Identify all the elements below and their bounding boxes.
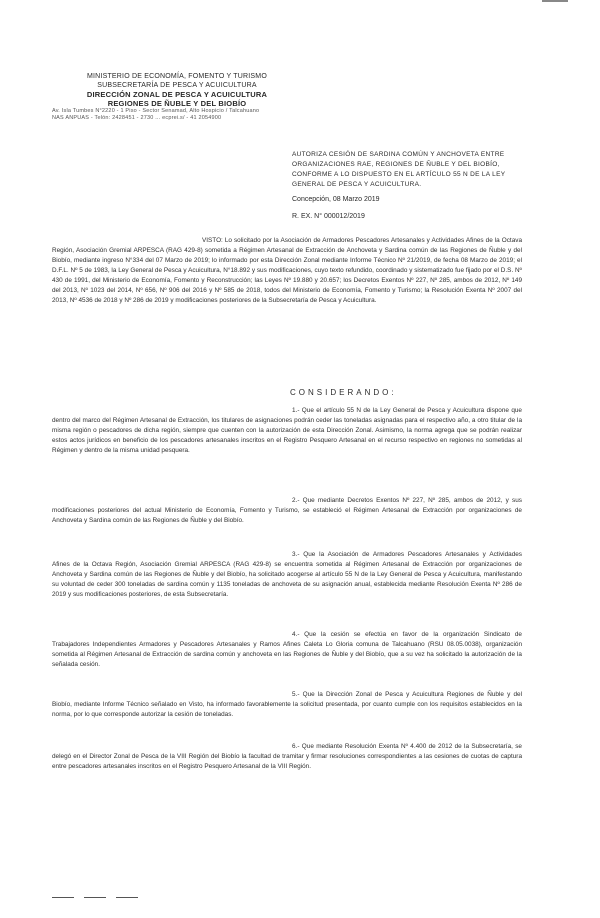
place-and-date: Concepción, 08 Marzo 2019 xyxy=(292,196,380,203)
address-line-1: Av. Isla Tumbes N°2220 - 1 Piso - Sector Senamad, Alto Hospicio / Talcahuano xyxy=(52,108,260,114)
footer-marks xyxy=(52,897,138,898)
considerando-4: 4.- Que la cesión se efectúa en favor de la organización Sindicato de Trabajadores Independientes Armadores y Pescadores Artesanales y Ramos Afines Caleta Lo Gloria comuna de Talcahuano (RSU 08.05.0038), organización sometida al Régimen Artesanal de Extracción de sardina común y anchoveta en las Regiones de Ñuble y del Biobío, que a su vez ha solicitado la autorización de la señalada cesión. xyxy=(52,631,522,668)
ministry-name: MINISTERIO DE ECONOMÍA, FOMENTO Y TURISMO xyxy=(87,73,267,80)
address-line-2: NAS ANPUAS - Telón: 2428451 - 2730 ... ecprei.s/ - 41 2054900 xyxy=(52,115,222,121)
subsecretariat-name: SUBSECRETARÍA DE PESCA Y ACUICULTURA xyxy=(97,82,257,89)
directorate-name: DIRECCIÓN ZONAL DE PESCA Y ACUICULTURA xyxy=(86,90,268,99)
regions-name: REGIONES DE ÑUBLE Y DEL BIOBÍO xyxy=(107,99,247,108)
visto-paragraph: VISTO: Lo solicitado por la Asociación de Armadores Pescadores Artesanales y Actividades Afines de la Octava Región, Asociación Gremial ARPESCA (RAG 429-8) sometida a Régimen Artesanal de Extracción de Anchoveta y Sardina común de las Regiones de Ñuble y del Biobío, mediante ingreso N°334 del 07 Marzo de 2019; lo informado por esta Dirección Zonal mediante Informe Técnico Nº 21/2019, de fecha 08 Marzo de 2019; el D.F.L. Nº 5 de 1983, la Ley General de Pesca y Acuicultura, N°18.892 y sus modificaciones, cuyo texto refundido, coordinado y sistematizado fue fijado por el D.S. Nº 430 de 1991, del Ministerio de Economía, Fomento y Reconstrucción; las Leyes Nº 19.880 y 20.657; los Decretos Exentos Nº 227, Nº 285, ambos de 2012, Nº 149 del 2013, Nº 1023 del 2014, Nº 656, Nº 906 del 2016 y Nº 585 de 2018, todos del Ministerio de Economía, Fomento y Turismo; la Resolución Exenta Nº 2007 del 2013, Nº 4536 de 2018 y Nº 286 de 2019 y modificaciones posteriores de la Subsecretaría de Pesca y Acuicultura. xyxy=(52,237,522,304)
corner-mark xyxy=(542,0,568,2)
considerando-1: 1.- Que el artículo 55 N de la Ley General de Pesca y Acuicultura dispone que dentro del marco del Régimen Artesanal de Extracción, los titulares de asignaciones podrán ceder las toneladas asignadas para el respectivo año, a otro titular de la misma región o pescadores de dicha región, siempre que cuenten con la autorización de esta Dirección Zonal. Asimismo, la norma agrega que se podrán realizar estos actos jurídicos en beneficio de los pescadores artesanales inscritos en el Registro Pesquero Artesanal en el recurso respectivo en regiones no sometidas al Régimen y dentro de la misma unidad pesquera. xyxy=(52,407,522,454)
considerando-5: 5.- Que la Dirección Zonal de Pesca y Acuicultura Regiones de Ñuble y del Biobío, mediante Informe Técnico señalado en Visto, ha informado favorablemente la solicitud presentada, por cuanto cumple con los requisitos establecidos en la norma, por lo que corresponde autorizar la cesión de toneladas. xyxy=(52,691,522,718)
footer-mark xyxy=(52,897,74,898)
considerando-3: 3.- Que la Asociación de Armadores Pescadores Artesanales y Actividades Afines de la Octava Región, Asociación Gremial ARPESCA (RAG 429-8) se encuentra sometida al Régimen Artesanal de Extracción por organizaciones de Anchoveta y Sardina común de las Regiones de Ñuble y del Biobío, ha solicitado acogerse al artículo 55 N de la Ley General de Pesca y Acuicultura, manifestando su voluntad de ceder 300 toneladas de sardina común y 1135 toneladas de anchoveta de su asignación anual, establecida mediante Resolución Exenta Nº 286 de 2019 y sus modificaciones posteriores, de esta Subsecretaría. xyxy=(52,551,522,598)
considerando-6: 6.- Que mediante Resolución Exenta Nº 4.400 de 2012 de la Subsecretaría, se delegó en el Director Zonal de Pesca de la VIII Región del Biobío la facultad de tramitar y firmar resoluciones correspondientes a las cesiones de cuotas de captura entre pescadores artesanales inscritos en el Registro Pesquero Artesanal de la VIII Región. xyxy=(52,743,522,770)
letterhead xyxy=(52,72,302,122)
resolution-subject: AUTORIZA CESIÓN DE SARDINA COMÚN Y ANCHOVETA ENTRE ORGANIZACIONES RAE, REGIONES DE ÑUBLE Y DEL BIOBÍO, CONFORME A LO DISPUESTO EN EL ARTÍCULO 55 N DE LA LEY GENERAL DE PESCA Y ACUICULTURA. xyxy=(292,151,506,188)
resolution-number: R. EX. N° 000012/2019 xyxy=(292,213,365,220)
footer-mark xyxy=(84,897,106,898)
considerando-heading: CONSIDERANDO: xyxy=(290,388,397,397)
considerando-2: 2.- Que mediante Decretos Exentos Nº 227, Nº 285, ambos de 2012, y sus modificaciones posteriores del actual Ministerio de Economía, Fomento y Turismo, se estableció el Régimen Artesanal de Extracción por organizaciones de Anchoveta y Sardina común de las Regiones de Ñuble y del Biobío. xyxy=(52,497,522,524)
footer-mark xyxy=(116,897,138,898)
